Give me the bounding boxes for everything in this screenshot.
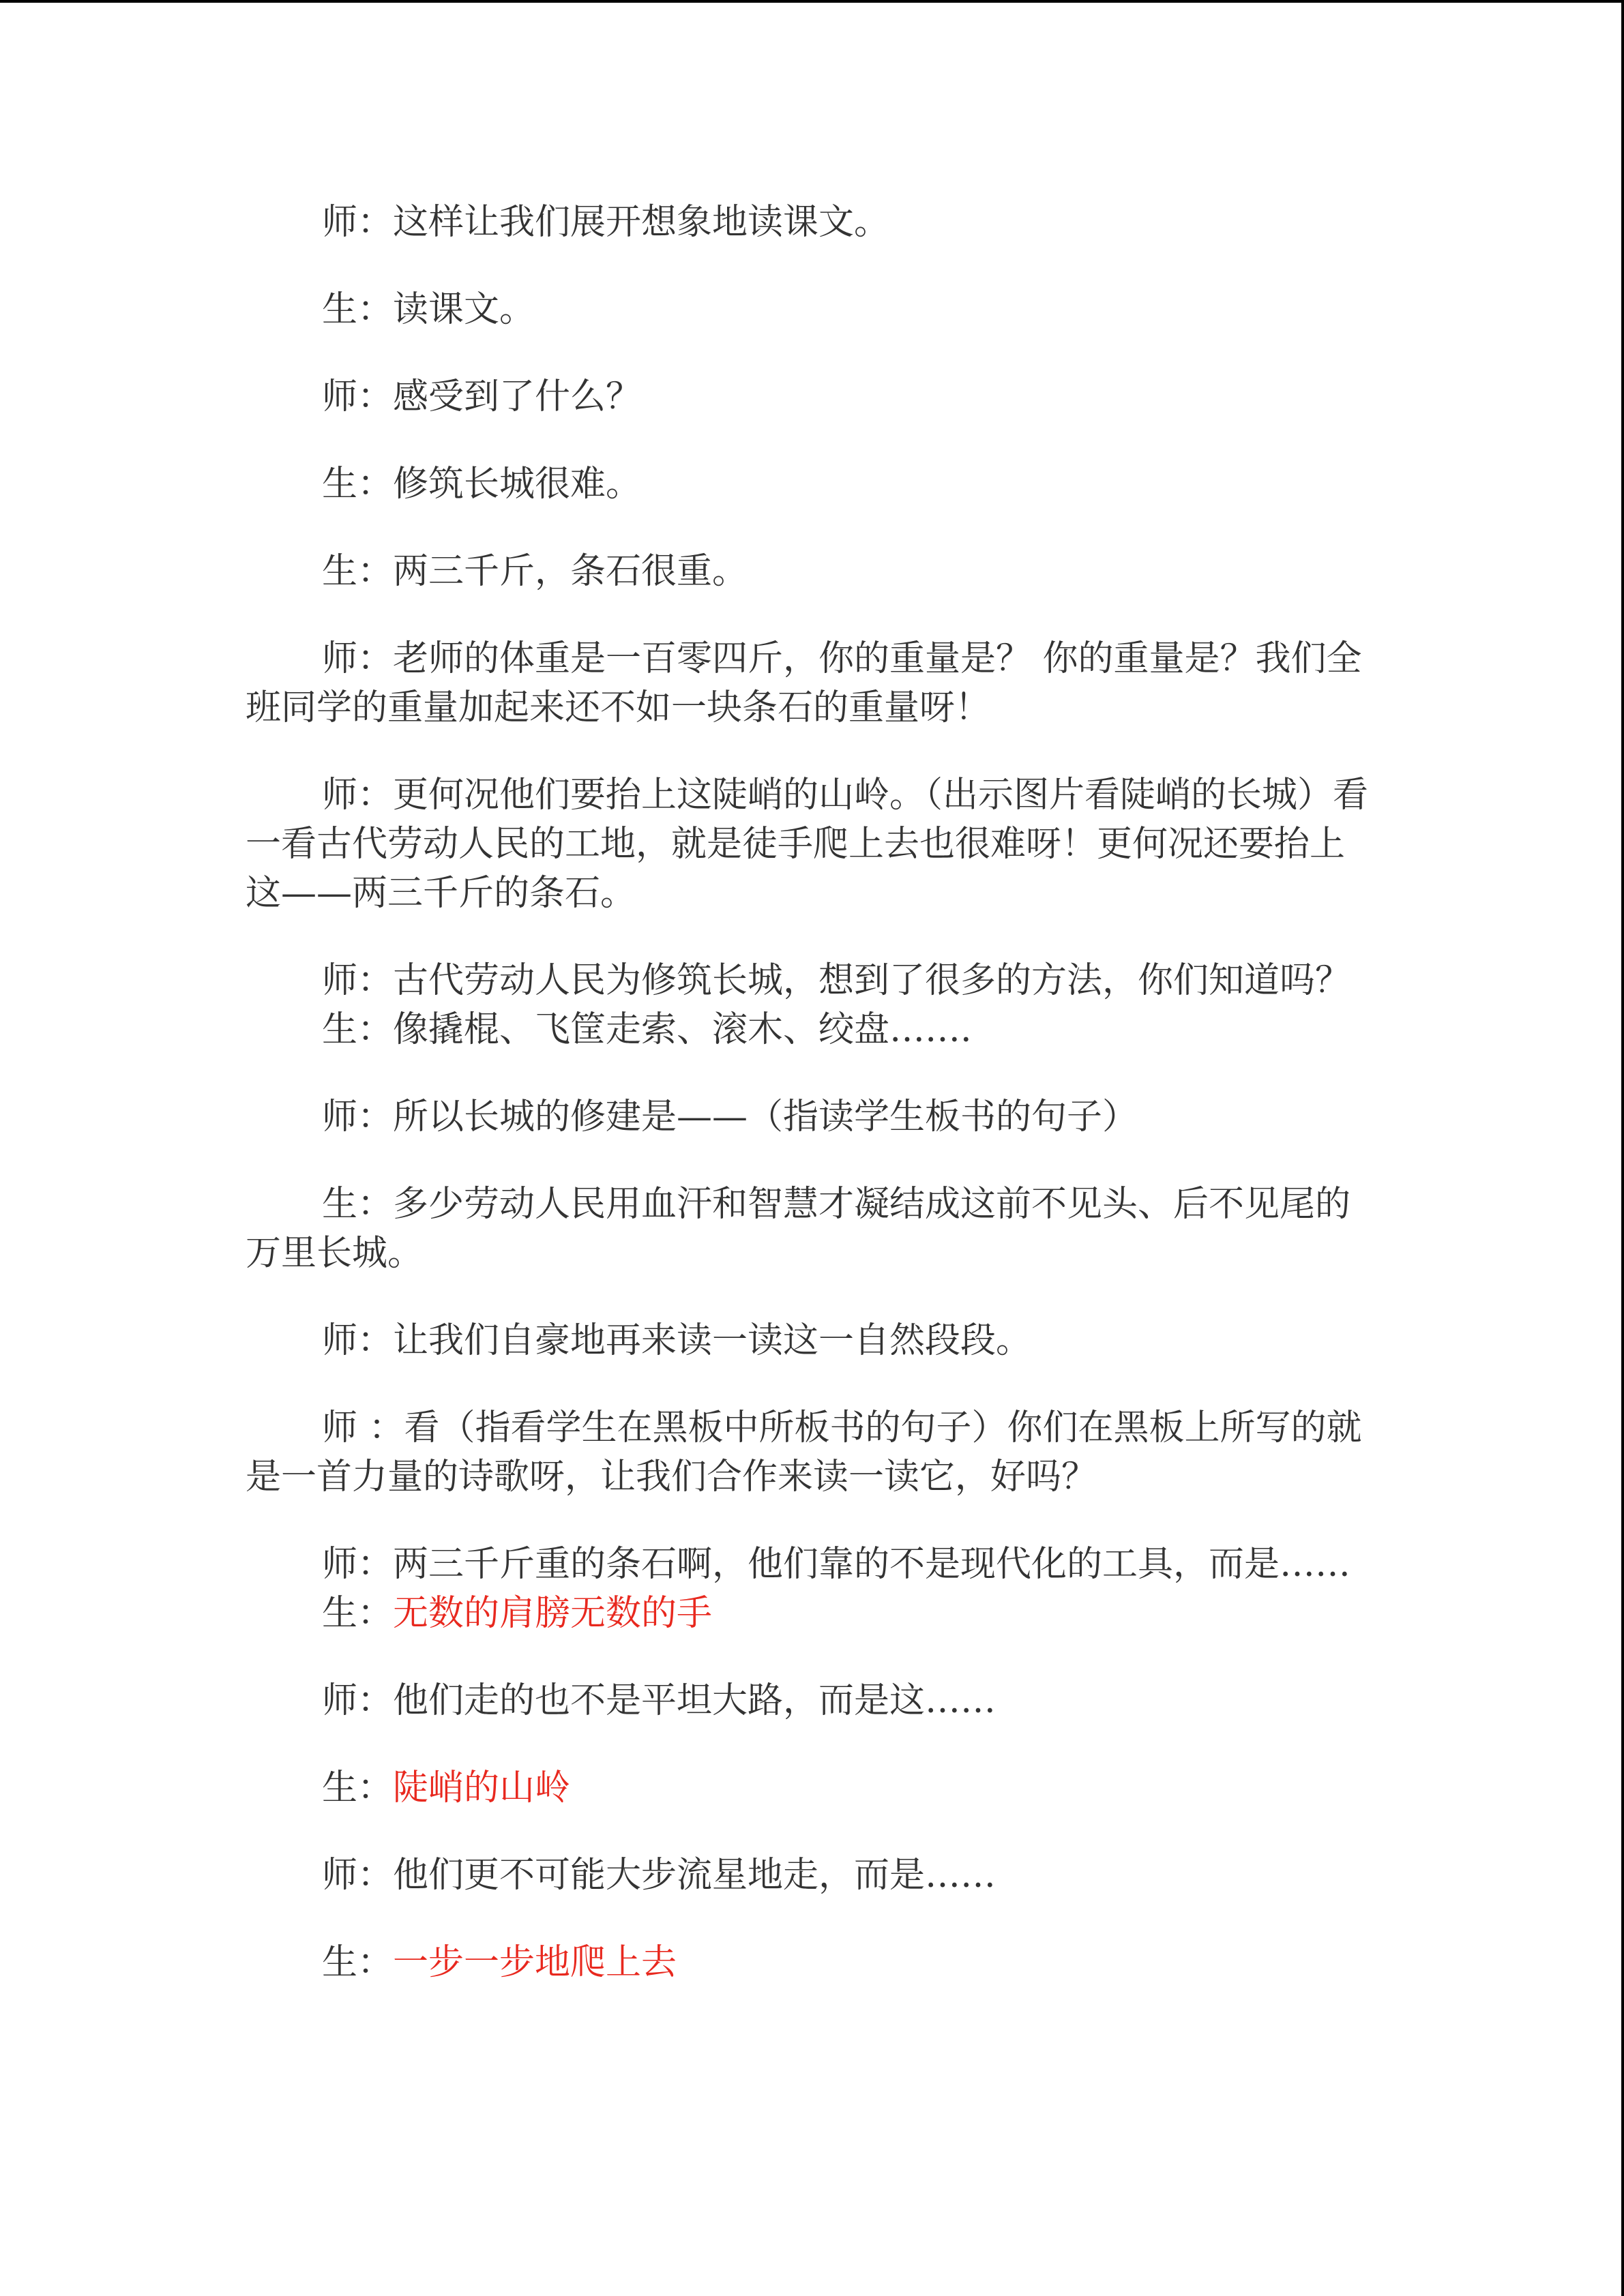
paragraph-text: 更何况他们要抬上这陡峭的山岭。（出示图片看陡峭的长城）看一看古代劳动人民的工地，就是徒手爬上去也很难呀！更何况还要抬上这——两三千斤的条石。 [246,775,1369,914]
speaker-label: 师： [322,1544,394,1585]
paragraph-text: 他们更不可能大步流星地走，而是…… [393,1855,996,1896]
paragraph-text: 两三千斤，条石很重。 [393,551,748,592]
paragraph-text: 老师的体重是一百零四斤，你的重量是？ 你的重量是？我们全班同学的重量加起来还不如一块条石的重量呀！ [246,638,1362,728]
paragraph-text: 看（指看学生在黑板中所板书的句子）你们在黑板上所写的就是一首力量的诗歌呀，让我们合作来读一读它，好吗？ [246,1407,1362,1497]
speaker-label: 师： [322,1320,394,1361]
speaker-label: 师： [322,638,394,679]
paragraph [246,771,1371,918]
paragraph [246,372,1371,421]
speaker-label: 生： [322,464,394,505]
answer-highlight: 一步一步地爬上去 [393,1942,677,1983]
paragraph [246,1763,1371,1813]
paragraph-text: 感受到了什么？ [393,376,642,417]
paragraph [246,1676,1371,1725]
paragraph-text: 他们走的也不是平坦大路，而是这…… [393,1680,996,1721]
paragraph-text: 这样让我们展开想象地读课文。 [393,202,890,243]
paragraph [246,1938,1371,1987]
answer-highlight: 无数的肩膀无数的手 [393,1593,713,1634]
paragraph-text: 所以长城的修建是——（指读学生板书的句子） [393,1097,1138,1137]
page-edge-right [1621,0,1624,2296]
paragraph [246,634,1371,732]
speaker-label: 师： [322,1855,394,1896]
speaker-label: 师： [322,960,394,1001]
paragraph-text: 修筑长城很难。 [393,464,642,505]
speaker-label: 师： [322,775,394,816]
paragraph-text: 读课文。 [393,289,535,330]
paragraph [246,285,1371,334]
speaker-label: 生： [322,289,394,330]
document-body [246,198,1371,2025]
paragraph [246,460,1371,509]
page-edge-top [0,0,1624,3]
answer-highlight: 陡峭的山岭 [393,1768,571,1808]
paragraph [246,1403,1371,1502]
speaker-label: 师： [322,1680,394,1721]
paragraph [246,1316,1371,1365]
speaker-label: 师： [322,1097,394,1137]
speaker-label: 生： [322,1768,394,1808]
paragraph [246,1851,1371,1900]
paragraph-text: 两三千斤重的条石啊，他们靠的不是现代化的工具，而是……生： [322,1544,1351,1634]
speaker-label: 师： [322,202,394,243]
paragraph [246,956,1371,1054]
paragraph-text: 古代劳动人民为修筑长城，想到了很多的方法，你们知道吗？生：像撬棍、飞筐走索、滚木、绞盘……. [322,960,1351,1050]
speaker-label: 生： [322,1942,394,1983]
paragraph [246,1540,1371,1638]
paragraph [246,1092,1371,1142]
speaker-label: 生： [322,1184,394,1225]
paragraph-text: 让我们自豪地再来读一读这一自然段段。 [393,1320,1032,1361]
speaker-label: 生： [322,551,394,592]
speaker-label: 师： [322,376,394,417]
speaker-label: 师 ： [322,1407,404,1448]
paragraph [246,547,1371,596]
paragraph [246,198,1371,247]
paragraph-text: 多少劳动人民用血汗和智慧才凝结成这前不见头、后不见尾的万里长城。 [246,1184,1351,1274]
paragraph [246,1180,1371,1278]
